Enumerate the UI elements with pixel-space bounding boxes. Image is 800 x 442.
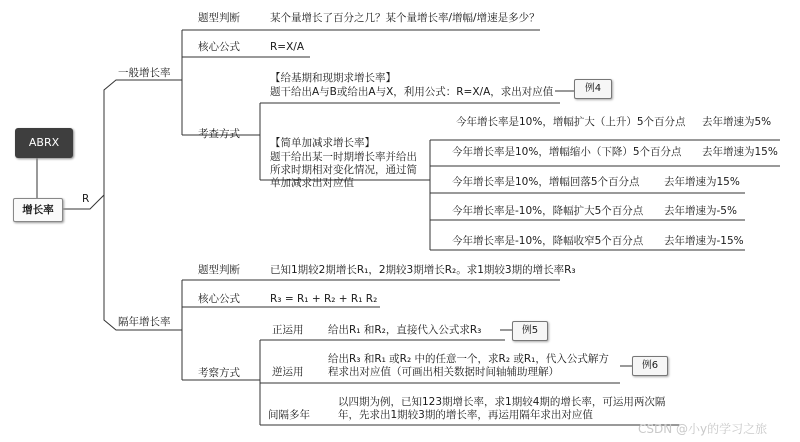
root-node: ABRX — [15, 128, 73, 158]
case-2-right: 去年增速为15% — [702, 146, 778, 158]
interval-qtype-label: 题型判断 — [198, 264, 240, 276]
case-5-right: 去年增速为-15% — [664, 235, 744, 247]
reverse-use-label: 逆运用 — [272, 366, 304, 378]
root-edge-label: R — [82, 193, 90, 205]
case-3-right: 去年增速为15% — [664, 176, 740, 188]
case-4-right: 去年增速为-5% — [664, 205, 737, 217]
general-qtype-label: 题型判断 — [198, 12, 240, 24]
general-formula-label: 核心公式 — [198, 41, 240, 53]
interval-methods-label: 考察方式 — [198, 367, 240, 379]
general-branch-title: 一般增长率 — [118, 67, 171, 79]
forward-example-tag: 例5 — [512, 321, 548, 341]
case-5-left: 今年增长率是-10%，降幅收窄5个百分点 — [452, 235, 644, 247]
multi-year-label: 间隔多年 — [268, 409, 310, 421]
case-4-left: 今年增长率是-10%，降幅扩大5个百分点 — [452, 205, 644, 217]
forward-use-label: 正运用 — [272, 324, 304, 336]
method2-text: 题干给出某一时期增长率并给出所求时期相对变化情况，通过简单加减求出对应值 — [270, 151, 417, 189]
general-methods-label: 考查方式 — [198, 128, 240, 140]
method2-title: 【简单加减求增长率】 — [270, 137, 375, 149]
reverse-example-tag: 例6 — [632, 356, 668, 376]
reverse-use-text: 给出R₃ 和R₁ 或R₂ 中的任意一个，求R₂ 或R₁，代入公式解方程求出对应值（可画出相关数据时间轴辅助理解） — [328, 353, 609, 378]
interval-qtype-text: 已知1期较2期增长R₁，2期较3期增长R₂。求1期较3期的增长率R₃ — [270, 264, 576, 276]
interval-formula-text: R₃ = R₁ + R₂ + R₁ R₂ — [270, 293, 378, 305]
root-label: 增长率 — [13, 198, 63, 222]
case-2-left: 今年增长率是10%，增幅缩小（下降）5个百分点 — [452, 146, 682, 158]
case-1-left: 今年增长率是10%，增幅扩大（上升）5个百分点 — [456, 116, 686, 128]
method1-title: 【给基期和现期求增长率】 — [270, 72, 396, 84]
method1-example-tag: 例4 — [574, 79, 612, 99]
general-formula-text: R=X/A — [270, 41, 305, 53]
method1-text: 题干给出A与B或给出A与X，利用公式：R=X/A，求出对应值 — [270, 86, 554, 98]
case-3-left: 今年增长率是10%，增幅回落5个百分点 — [452, 176, 640, 188]
general-qtype-text: 某个量增长了百分之几？某个量增长率/增幅/增速是多少？ — [270, 12, 540, 24]
case-1-right: 去年增速为5% — [702, 116, 772, 128]
watermark: CSDN @小y的学习之旅 — [638, 422, 768, 436]
multi-year-text: 以四期为例，已知123期增长率，求1期较4期的增长率，可运用两次隔年，先求出1期较3期的增长率，再运用隔年求出对应值 — [338, 396, 666, 421]
forward-use-text: 给出R₁ 和R₂，直接代入公式求R₃ — [328, 324, 482, 336]
interval-branch-title: 隔年增长率 — [118, 316, 171, 328]
interval-formula-label: 核心公式 — [198, 293, 240, 305]
